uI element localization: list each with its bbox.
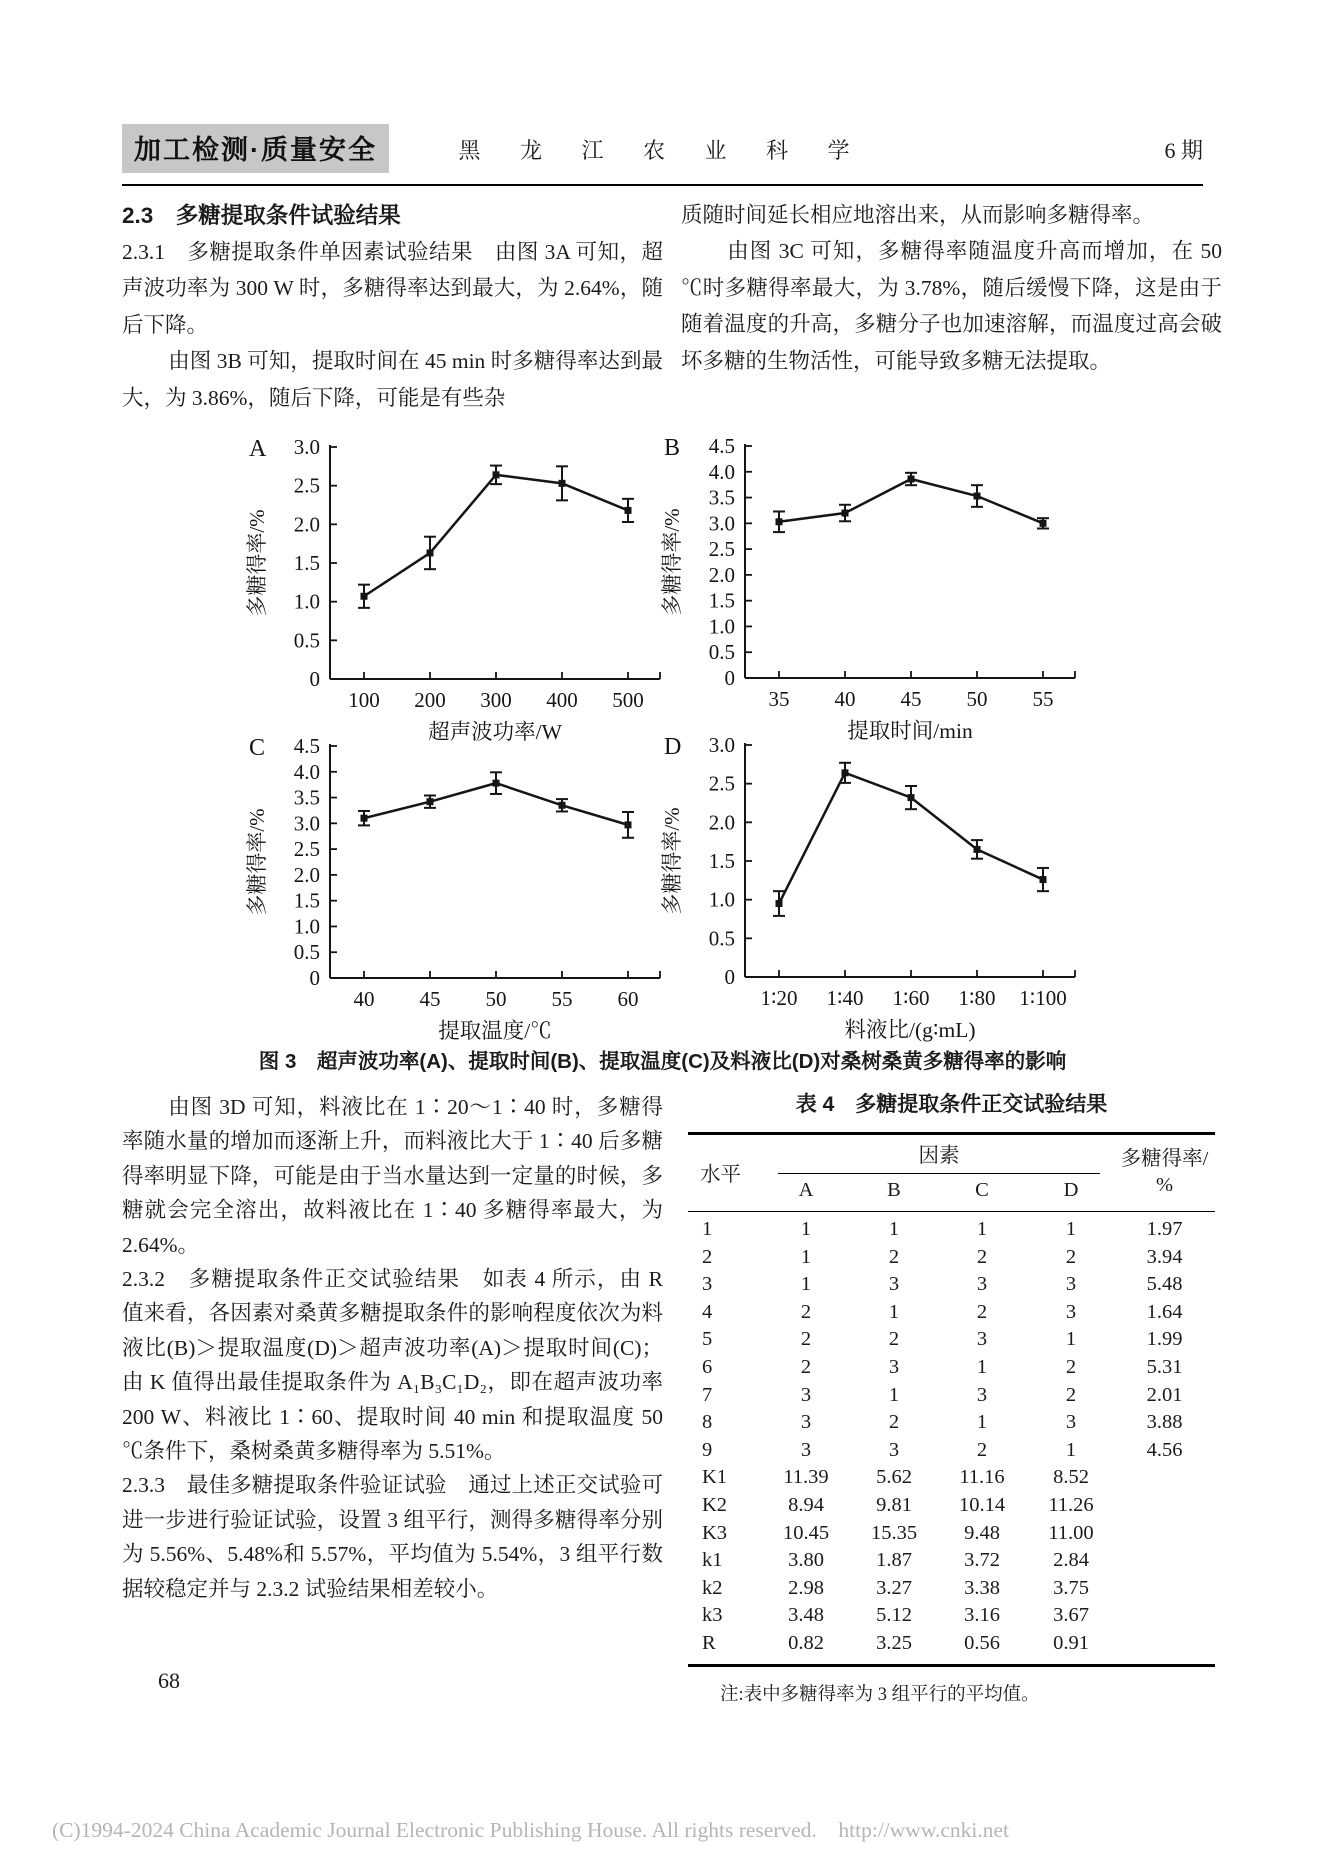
table-cell: 9.48 (964, 1521, 1000, 1544)
table-cell: 3 (1065, 1411, 1077, 1434)
svg-text:2.5: 2.5 (293, 837, 320, 862)
table-cell: 11.26 (1048, 1493, 1094, 1516)
table-cell: 3 (976, 1273, 988, 1296)
svg-text:1∶40: 1∶40 (826, 986, 864, 1010)
table-cell: 15.35 (870, 1521, 918, 1544)
table-cell: 2.01 (1146, 1383, 1183, 1406)
table-cell: 2 (800, 1328, 812, 1351)
svg-text:1.0: 1.0 (293, 589, 320, 614)
table-cell: 1 (800, 1218, 812, 1240)
svg-text:料液比/(g∶mL): 料液比/(g∶mL) (844, 1018, 976, 1042)
svg-text:500: 500 (612, 688, 644, 712)
table-cell: 3.75 (1053, 1576, 1089, 1599)
journal-title: 黑 龙 江 农 业 科 学 (458, 138, 867, 163)
table-row-label: 2 (702, 1245, 713, 1268)
svg-text:1∶60: 1∶60 (892, 986, 930, 1010)
paragraph-2-3-1: 2.3.1 多糖提取条件单因素试验结果 由图 3A 可知，超声波功率为 300 W 时，多糖得率达到最大，为 2.64%，随后下降。 (122, 240, 663, 337)
svg-text:0: 0 (309, 966, 320, 990)
left-column-bottom (122, 1090, 663, 1606)
table-cell: 2 (976, 1245, 988, 1268)
table-header-factor-c: C (975, 1179, 989, 1201)
table-cell: 3 (800, 1438, 812, 1461)
table-note: 注:表中多糖得率为 3 组平行的平均值。 (720, 1684, 1040, 1705)
table-header (688, 1132, 1215, 1212)
table-cell: 3 (1065, 1273, 1077, 1296)
table-cell: 11.16 (959, 1466, 1005, 1489)
svg-text:2.0: 2.0 (708, 562, 735, 587)
svg-text:4.5: 4.5 (293, 734, 320, 758)
table-cell: 2 (888, 1328, 900, 1351)
paragraph-continuation: 质随时间延长相应地溶出来，从而影响多糖得率。 (681, 203, 1155, 227)
table-cell: 11.00 (1048, 1521, 1094, 1544)
svg-text:55: 55 (1032, 687, 1054, 711)
table-cell: 2 (888, 1245, 900, 1268)
svg-text:1∶100: 1∶100 (1019, 986, 1067, 1010)
table-cell: 1 (800, 1273, 812, 1296)
table-cell: 2 (1065, 1355, 1077, 1378)
table-cell: 1.87 (876, 1549, 912, 1572)
table-cell: 1 (888, 1218, 900, 1240)
chart-panel-c (244, 730, 680, 1048)
table-cell (1116, 1630, 1213, 1658)
svg-text:400: 400 (546, 688, 578, 712)
table-header-yield-line1: 多糖得率/ (1120, 1148, 1209, 1170)
table-row-label: k2 (702, 1576, 723, 1599)
table-cell: 1.64 (1146, 1300, 1183, 1323)
table-cell: 9.81 (876, 1493, 912, 1516)
svg-text:C: C (249, 735, 266, 761)
table-cell (1116, 1492, 1213, 1520)
table-row-label: 4 (702, 1300, 713, 1323)
svg-text:40: 40 (353, 987, 375, 1011)
table-row-label: 7 (702, 1383, 713, 1406)
table-cell: 2 (1065, 1245, 1077, 1268)
left-column-top (122, 197, 663, 416)
table-4-region (688, 1088, 1215, 1706)
line-chart-B (659, 430, 1095, 748)
chart-panel-b (659, 430, 1095, 748)
table-header-factor-b: B (887, 1179, 901, 1201)
table-cell: 2 (976, 1438, 988, 1461)
svg-text:100: 100 (348, 688, 380, 712)
svg-text:3.5: 3.5 (293, 785, 320, 810)
table-cell: 11.39 (783, 1466, 829, 1489)
right-column-top (681, 197, 1222, 379)
table-cell: 3.27 (876, 1576, 912, 1599)
table-cell: 10.14 (958, 1493, 1006, 1516)
table-cell: 8.94 (788, 1493, 824, 1516)
table-header-level: 水平 (700, 1164, 741, 1186)
page-header (122, 124, 1203, 172)
table-cell: 2.98 (788, 1576, 824, 1599)
svg-text:2.5: 2.5 (293, 473, 320, 498)
table-cell: 1.97 (1146, 1218, 1183, 1240)
table-header-factors: 因素 (778, 1139, 1100, 1174)
page-number: 68 (158, 1668, 180, 1693)
table-cell: 1 (1065, 1218, 1077, 1240)
table-row-label: K2 (702, 1493, 728, 1516)
svg-text:0.5: 0.5 (293, 628, 320, 653)
header-rule (122, 184, 1203, 186)
table-cell (1116, 1520, 1213, 1548)
table-row-label: 3 (702, 1273, 713, 1296)
copyright-footer: (C)1994-2024 China Academic Journal Electronic Publishing House. All rights reserved. http://www.cnki.net (52, 1818, 1009, 1842)
svg-text:1.0: 1.0 (708, 887, 735, 912)
table-cell: 5.62 (876, 1466, 912, 1489)
svg-text:多糖得率/%: 多糖得率/% (245, 808, 269, 916)
table-cell: 1 (976, 1218, 988, 1240)
svg-text:2.0: 2.0 (293, 512, 320, 537)
table-cell: 1 (1065, 1328, 1077, 1351)
table-cell: 0.82 (788, 1631, 824, 1654)
table-cell: 1 (888, 1300, 900, 1323)
table-cell: 3.72 (964, 1549, 1000, 1572)
table-cell: 3 (1065, 1300, 1077, 1323)
table-cell: 2 (800, 1300, 812, 1323)
table-cell (1116, 1547, 1213, 1575)
table-cell: 1 (800, 1245, 812, 1268)
paragraph-fig3b: 由图 3B 可知，提取时间在 45 min 时多糖得率达到最大，为 3.86%，随后下降，可能是有些杂 (122, 349, 663, 410)
svg-text:0: 0 (309, 667, 320, 691)
svg-text:0.5: 0.5 (708, 926, 735, 951)
table-cell: 3.16 (964, 1604, 1000, 1627)
table-title: 表 4 多糖提取条件正交试验结果 (795, 1093, 1108, 1116)
svg-text:1.5: 1.5 (708, 588, 735, 613)
svg-text:200: 200 (414, 688, 446, 712)
table-cell: 1 (1065, 1438, 1077, 1461)
table-cell: 3 (888, 1273, 900, 1296)
table-cell: 3.88 (1146, 1411, 1183, 1434)
table-cell: 3 (800, 1411, 812, 1434)
table-cell: 0.91 (1053, 1631, 1089, 1654)
section-heading-2-3: 2.3 多糖提取条件试验结果 (122, 203, 401, 228)
svg-text:1.5: 1.5 (293, 888, 320, 913)
table-cell: 2 (800, 1355, 812, 1378)
svg-text:D: D (664, 734, 682, 760)
table-row-label: R (702, 1631, 716, 1654)
svg-text:0.5: 0.5 (293, 940, 320, 965)
svg-text:1.5: 1.5 (293, 551, 320, 575)
table-cell: 2 (1065, 1383, 1077, 1406)
table-header-factor-d: D (1063, 1179, 1079, 1201)
table-header-yield (1116, 1146, 1213, 1198)
paragraph-fig3c: 由图 3C 可知，多糖得率随温度升高而增加，在 50 ℃时多糖得率最大，为 3.78%，随后缓慢下降，这是由于随着温度的升高，多糖分子也加速溶解，而温度过高会破坏多糖的生物活性，可能导致多糖无法提取。 (681, 239, 1222, 373)
svg-text:多糖得率/%: 多糖得率/% (660, 508, 684, 616)
table-row-label: 5 (702, 1328, 713, 1351)
table-cell: 5.31 (1146, 1355, 1183, 1378)
table-cell: 3 (976, 1328, 988, 1351)
table-header-factor-a: A (798, 1179, 814, 1201)
table-cell: 3.80 (788, 1549, 824, 1572)
table-cell: 3 (888, 1355, 900, 1378)
figure-caption: 图 3 超声波功率(A)、提取时间(B)、提取温度(C)及料液比(D)对桑树桑黄多糖得率的影响 (258, 1050, 1067, 1073)
table-body (688, 1212, 1215, 1667)
svg-text:提取时间/min: 提取时间/min (847, 719, 973, 743)
table-cell: 8.52 (1053, 1466, 1089, 1489)
svg-text:3.0: 3.0 (293, 811, 320, 836)
svg-text:超声波功率/W: 超声波功率/W (428, 720, 562, 744)
svg-text:1∶80: 1∶80 (958, 986, 996, 1010)
table-cell: 3.38 (964, 1576, 1000, 1599)
table-cell: 1.99 (1146, 1328, 1183, 1351)
table-row-label: 1 (702, 1218, 713, 1240)
svg-text:55: 55 (551, 987, 573, 1011)
table-cell (1116, 1602, 1213, 1630)
svg-text:A: A (249, 436, 267, 462)
svg-text:0: 0 (724, 666, 735, 690)
column-badge: 加工检测·质量安全 (122, 124, 389, 173)
table-cell: 3.67 (1053, 1604, 1089, 1627)
paragraph-fig3d: 由图 3D 可知，料液比在 1∶20～1∶40 时，多糖得率随水量的增加而逐渐上升，而料液比大于 1∶40 后多糖得率明显下降，可能是由于当水量达到一定量的时候，多糖就会完全溶出，故料液比在 1∶40 多糖得率最大，为 2.64%。 (122, 1095, 663, 1257)
svg-text:3.5: 3.5 (708, 485, 735, 510)
table-cell: 2.84 (1053, 1549, 1089, 1572)
table-cell (1116, 1575, 1213, 1603)
svg-text:0.5: 0.5 (708, 640, 735, 665)
table-cell: 5.12 (876, 1604, 912, 1627)
svg-text:多糖得率/%: 多糖得率/% (660, 807, 684, 915)
line-chart-A (244, 431, 680, 749)
svg-text:60: 60 (617, 987, 639, 1011)
svg-text:2.0: 2.0 (708, 810, 735, 835)
svg-text:1∶20: 1∶20 (760, 986, 798, 1010)
svg-text:4.5: 4.5 (708, 434, 735, 458)
table-row-label: K1 (702, 1466, 728, 1489)
svg-text:35: 35 (768, 687, 790, 711)
svg-text:多糖得率/%: 多糖得率/% (245, 509, 269, 617)
svg-text:0: 0 (724, 965, 735, 989)
table-cell (1116, 1464, 1213, 1492)
table-cell: 1 (888, 1383, 900, 1406)
svg-text:2.5: 2.5 (708, 771, 735, 796)
table-row-label: k1 (702, 1549, 723, 1572)
chart-panel-d (659, 729, 1095, 1047)
table-row-label: 8 (702, 1411, 713, 1434)
chart-panel-a (244, 431, 680, 749)
svg-text:1.0: 1.0 (708, 614, 735, 639)
paragraph-2-3-3: 2.3.3 最佳多糖提取条件验证试验 通过上述正交试验可进一步进行验证试验，设置 3 组平行，测得多糖得率分别为 5.56%、5.48%和 5.57%，平均值为 5.54%，3 组平行数据较稳定并与 2.3.2 试验结果相差较小。 (122, 1473, 663, 1601)
svg-text:4.0: 4.0 (708, 459, 735, 484)
table-row-label: 6 (702, 1355, 713, 1378)
svg-text:2.0: 2.0 (293, 862, 320, 887)
svg-text:300: 300 (480, 688, 512, 712)
table-cell: 10.45 (782, 1521, 830, 1544)
svg-text:45: 45 (900, 687, 922, 711)
svg-text:1.0: 1.0 (293, 914, 320, 939)
table-cell: 1 (976, 1411, 988, 1434)
table-cell: 3.94 (1146, 1245, 1183, 1268)
svg-text:2.5: 2.5 (708, 537, 735, 562)
svg-text:3.0: 3.0 (293, 435, 320, 459)
svg-text:50: 50 (485, 987, 507, 1011)
table-cell: 1 (976, 1355, 988, 1378)
table-row-label: K3 (702, 1521, 728, 1544)
svg-text:4.0: 4.0 (293, 759, 320, 784)
table-cell: 2 (976, 1300, 988, 1323)
table-cell: 4.56 (1146, 1438, 1183, 1461)
svg-text:1.5: 1.5 (708, 849, 735, 873)
svg-text:50: 50 (966, 687, 988, 711)
table-cell: 3 (888, 1438, 900, 1461)
issue-number: 6 期 (1164, 138, 1203, 163)
table-cell: 3 (800, 1383, 812, 1406)
table-cell: 3.48 (788, 1604, 824, 1627)
table-cell: 0.56 (964, 1631, 1000, 1654)
table-cell: 3.25 (876, 1631, 912, 1654)
svg-text:3.0: 3.0 (708, 511, 735, 536)
svg-text:3.0: 3.0 (708, 733, 735, 757)
table-row-label: k3 (702, 1604, 723, 1627)
table-header-yield-line2: % (1155, 1174, 1174, 1196)
paragraph-2-3-2: 2.3.2 多糖提取条件正交试验结果 如表 4 所示，由 R 值来看，各因素对桑黄多糖提取条件的影响程度依次为料液比(B)＞提取温度(D)＞超声波功率(A)＞提取时间(C)；由 K 值得出最佳提取条件为 A₁B₃C₁D₂，即在超声波功率 200 W、料液比 1∶60、提取时间 40 min 和提取温度 50 ℃条件下，桑树桑黄多糖得率为 5.51%。 (122, 1267, 663, 1464)
svg-text:40: 40 (834, 687, 856, 711)
svg-text:45: 45 (419, 987, 441, 1011)
table-row-label: 9 (702, 1438, 713, 1461)
table-cell: 2 (888, 1411, 900, 1434)
table-cell: 3 (976, 1383, 988, 1406)
table-cell: 5.48 (1146, 1273, 1183, 1296)
svg-text:提取温度/℃: 提取温度/℃ (438, 1019, 552, 1043)
line-chart-D (659, 729, 1095, 1047)
svg-text:B: B (664, 435, 681, 461)
line-chart-C (244, 730, 680, 1048)
